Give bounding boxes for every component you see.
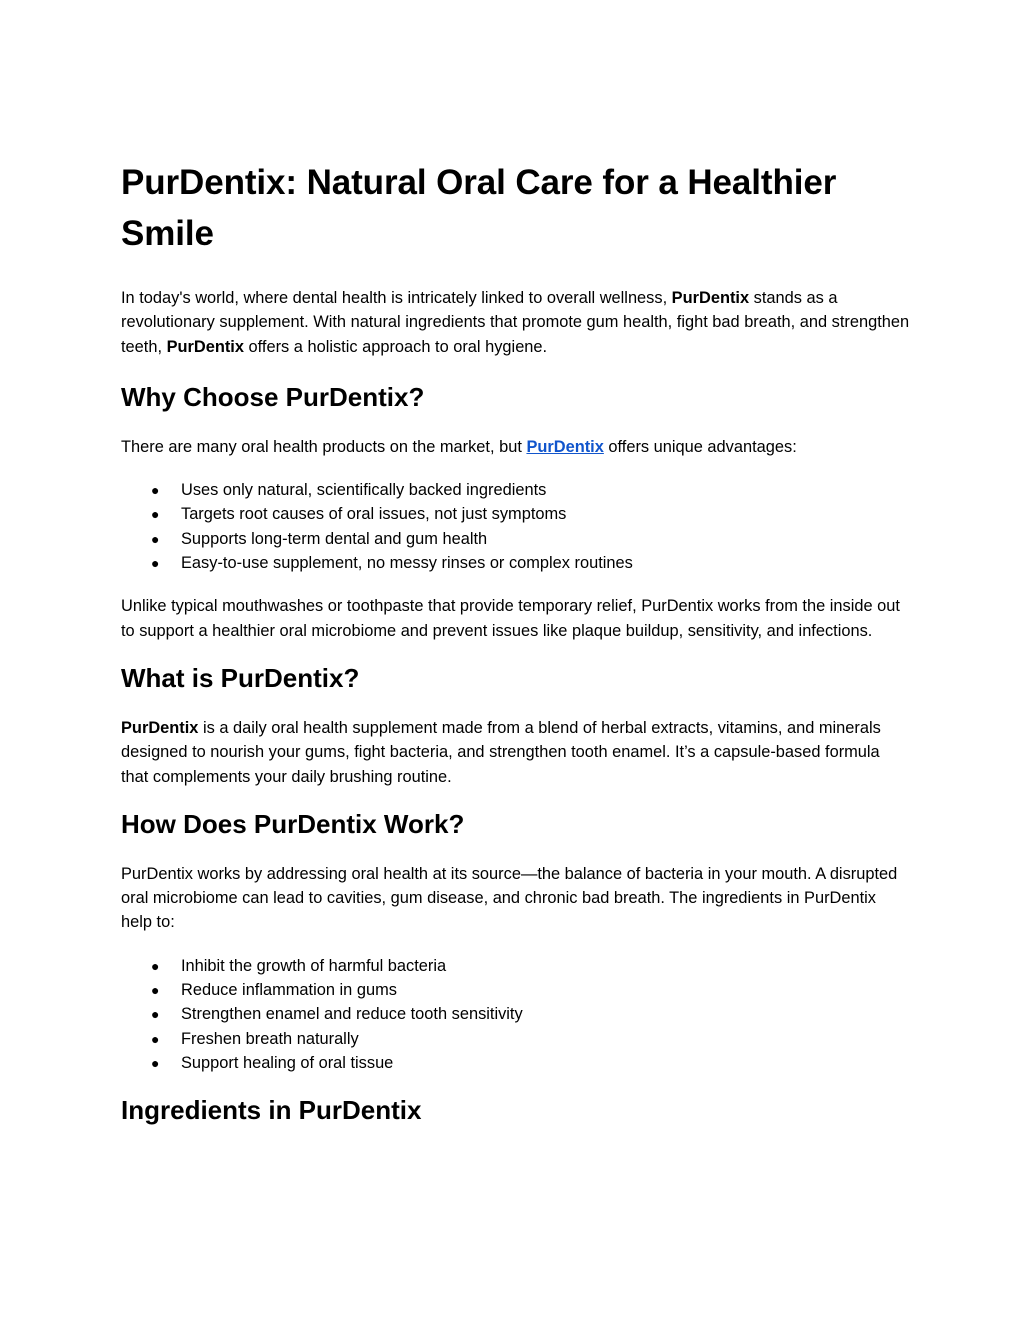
why-lead-paragraph [121, 435, 911, 459]
what-paragraph [121, 716, 911, 789]
why-heading: Why Choose PurDentix? [121, 381, 425, 412]
list-item-text: Freshen breath naturally [181, 1029, 359, 1048]
bullet-icon: ● [151, 482, 160, 499]
list-item [121, 1051, 911, 1075]
list-item-text: Supports long-term dental and gum health [181, 529, 488, 548]
list-item-text: Easy-to-use supplement, no messy rinses or complex routines [181, 554, 633, 573]
list-item-text: Support healing of oral tissue [181, 1053, 394, 1072]
intro-brand-1: PurDentix [671, 289, 750, 307]
page-title: PurDentix: Natural Oral Care for a Healthier Smile [121, 163, 837, 253]
bullet-icon: ● [151, 555, 160, 572]
list-item [121, 527, 911, 551]
list-item [121, 502, 911, 526]
how-heading: How Does PurDentix Work? [121, 808, 465, 839]
intro-paragraph [121, 286, 911, 359]
list-item-text: Uses only natural, scientifically backed ingredients [181, 481, 547, 500]
bullet-icon: ● [151, 982, 160, 999]
purdentix-link[interactable]: PurDentix [526, 437, 604, 456]
list-item [121, 1027, 911, 1051]
bullet-icon: ● [151, 957, 160, 974]
what-heading: What is PurDentix? [121, 662, 360, 693]
bullet-icon: ● [151, 1006, 160, 1023]
list-item [121, 978, 911, 1002]
why-closing-paragraph: Unlike typical mouthwashes or toothpaste that provide temporary relief, PurDentix works from the inside out to support a healthier oral microbiome and prevent issues like plaque buildup, sensitivity, and infections. [121, 597, 900, 640]
why-bullet-list [121, 478, 911, 575]
bullet-icon: ● [151, 506, 160, 523]
intro-brand-2: PurDentix [166, 337, 244, 356]
why-lead-after: offers unique advantages: [603, 437, 797, 456]
bullet-icon: ● [151, 1054, 160, 1071]
list-item [121, 478, 911, 502]
intro-text-1: In today's world, where dental health is intricately linked to overall wellness, [121, 289, 672, 307]
list-item [121, 551, 911, 575]
what-brand: PurDentix [121, 718, 199, 737]
bullet-icon: ● [151, 1030, 160, 1047]
list-item-text: Strengthen enamel and reduce tooth sensitivity [181, 1005, 523, 1024]
intro-text-2: stands as a revolutionary supplement. With natural ingredients that promote gum health, fight bad breath, and strengthen teeth, [121, 289, 910, 356]
how-paragraph: PurDentix works by addressing oral health at its source—the balance of bacteria in your mouth. A disrupted oral microbiome can lead to cavities, gum disease, and chronic bad breath. The ingredients in PurDentix help to: [121, 864, 898, 932]
intro-text-3: offers a holistic approach to oral hygiene. [243, 337, 548, 356]
what-text: is a daily oral health supplement made from a blend of herbal extracts, vitamins, and minerals designed to nourish your gums, fight bacteria, and strengthen tooth enamel. It’s a capsule-based formula that complements your daily brushing routine. [121, 718, 881, 786]
list-item-text: Inhibit the growth of harmful bacteria [181, 956, 447, 975]
list-item [121, 954, 911, 978]
list-item-text: Targets root causes of oral issues, not just symptoms [181, 505, 567, 524]
why-lead-before: There are many oral health products on the market, but [121, 437, 527, 456]
document-page [121, 157, 911, 1148]
bullet-icon: ● [151, 530, 160, 547]
list-item-text: Reduce inflammation in gums [181, 981, 397, 1000]
how-bullet-list [121, 954, 911, 1075]
list-item [121, 1002, 911, 1026]
ingredients-heading: Ingredients in PurDentix [121, 1095, 422, 1126]
